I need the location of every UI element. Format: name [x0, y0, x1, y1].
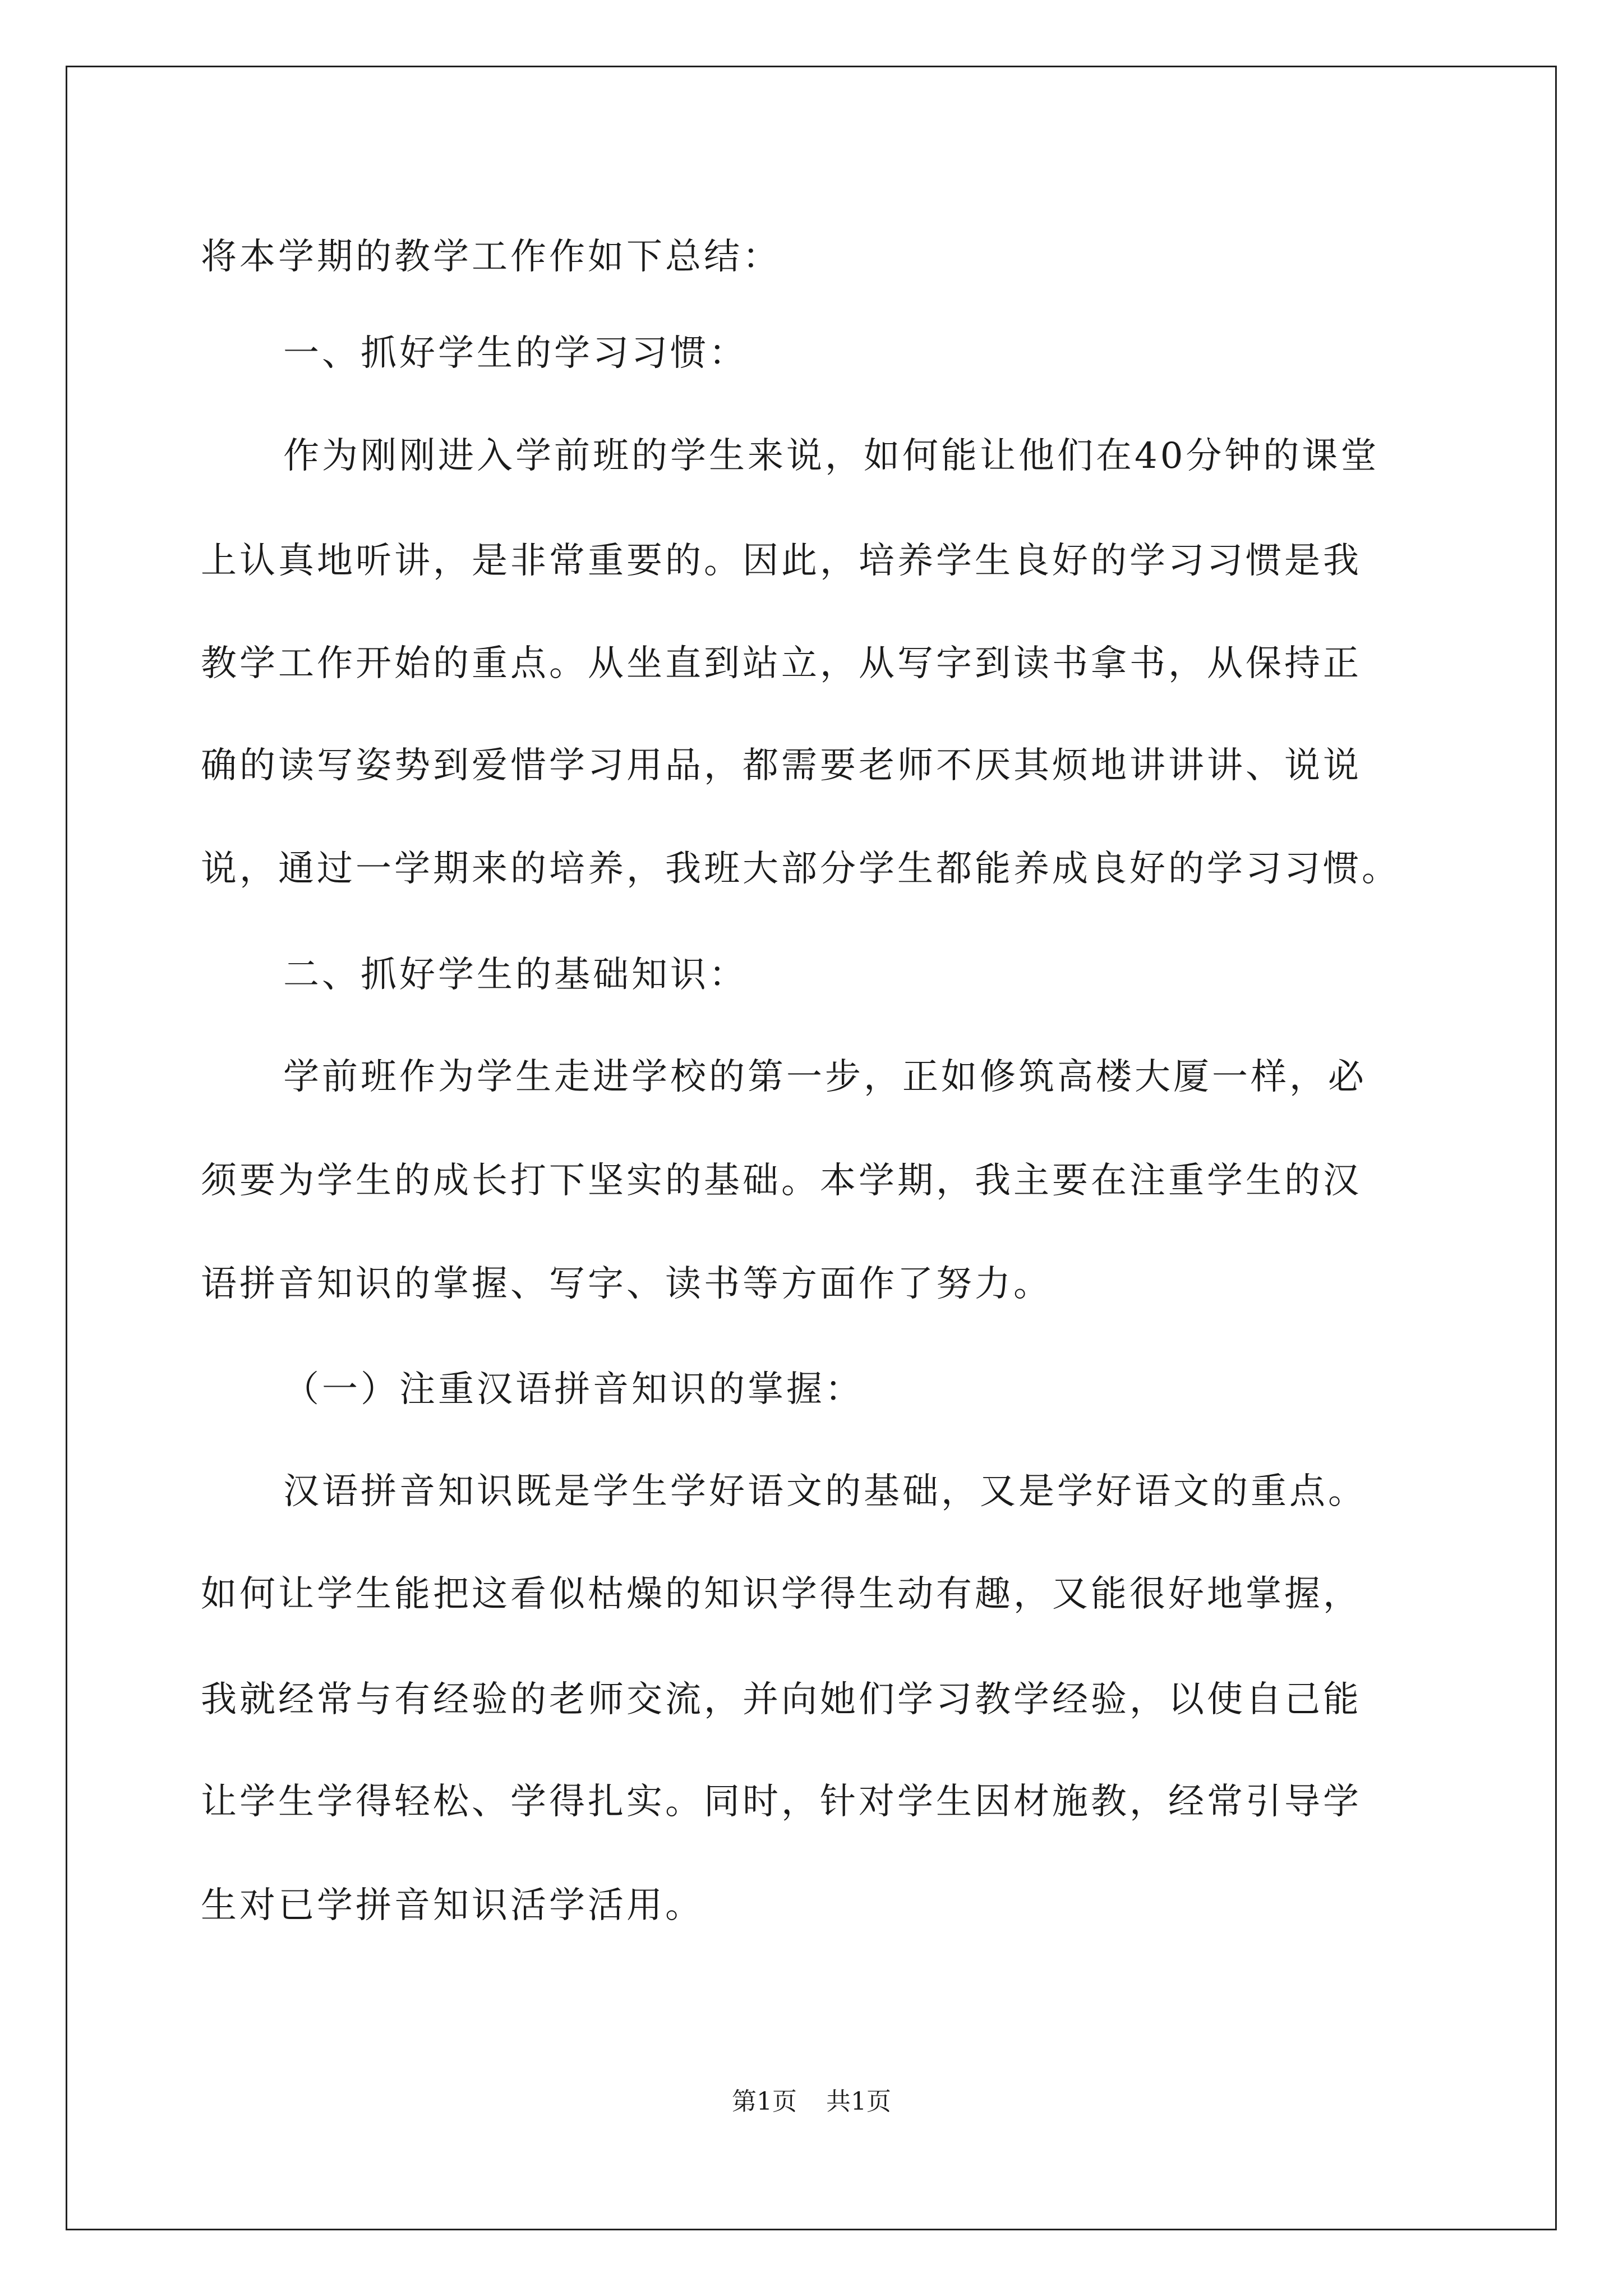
paragraph-line: 让学生学得轻松、学得扎实。同时，针对学生因材施教，经常引导学	[201, 1781, 1362, 1823]
paragraph-line: 教学工作开始的重点。从坐直到站立，从写字到读书拿书，从保持正	[201, 643, 1362, 684]
section-heading-2: 二、抓好学生的基础知识：	[283, 954, 748, 996]
paragraph-line: 汉语拼音知识既是学生学好语文的基础，又是学好语文的重点。	[283, 1471, 1367, 1512]
subsection-heading: （一）注重汉语拼音知识的掌握：	[283, 1369, 864, 1410]
paragraph-line: 生对已学拼音知识活学活用。	[201, 1885, 704, 1926]
page-number: 第1页	[732, 2087, 797, 2116]
paragraph-line: 说，通过一学期来的培养，我班大部分学生都能养成良好的学习习惯。	[201, 848, 1400, 890]
page-footer	[0, 2085, 1623, 2119]
paragraph-line: 语拼音知识的掌握、写字、读书等方面作了努力。	[201, 1263, 1052, 1305]
section-heading-1: 一、抓好学生的学习习惯：	[283, 333, 748, 374]
paragraph-line: 学前班作为学生走进学校的第一步，正如修筑高楼大厦一样，必	[283, 1056, 1367, 1098]
paragraph-line: 上认真地听讲，是非常重要的。因此，培养学生良好的学习习惯是我	[201, 540, 1362, 582]
paragraph-line: 我就经常与有经验的老师交流，并向她们学习教学经验，以使自己能	[201, 1679, 1362, 1720]
paragraph-line: 如何让学生能把这看似枯燥的知识学得生动有趣，又能很好地掌握，	[201, 1573, 1362, 1615]
page-total: 共1页	[826, 2087, 891, 2116]
intro-line: 将本学期的教学工作作如下总结：	[201, 236, 781, 278]
paragraph-line: 确的读写姿势到爱惜学习用品，都需要老师不厌其烦地讲讲讲、说说	[201, 745, 1362, 786]
paragraph-line: 作为刚刚进入学前班的学生来说，如何能让他们在40分钟的课堂	[283, 435, 1380, 477]
paragraph-line: 须要为学生的成长打下坚实的基础。本学期，我主要在注重学生的汉	[201, 1160, 1362, 1202]
